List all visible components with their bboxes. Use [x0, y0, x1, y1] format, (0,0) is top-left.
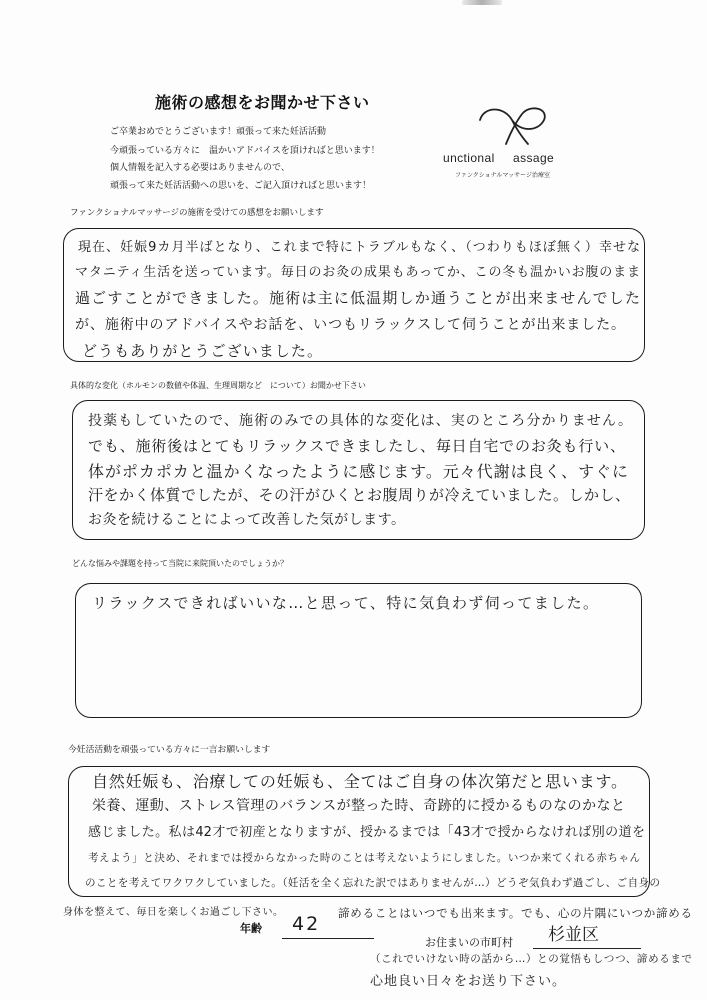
closing-line: （これでいけない時の話から…）との覚悟もしつつ、諦めるまで	[370, 953, 692, 965]
intro-line: ご卒業おめでとうございます！頑張って来た妊活活動	[110, 127, 327, 137]
answer-line: どうもありがとうございました。	[82, 342, 322, 360]
residence-label: お住まいの市町村	[425, 936, 513, 949]
scan-smudge	[462, 0, 502, 5]
intro-line: 個人情報を記入する必要はありませんので、	[110, 163, 290, 173]
infinity-loop-icon	[472, 100, 557, 148]
closing-line: 身体を整えて、毎日を楽しくお過ごし下さい。	[63, 907, 283, 918]
answer-line: でも、施術後はとてもリラックスできましたし、毎日自宅でのお灸も行い、	[88, 437, 625, 455]
answer-line: 感じました。私は42才で初産となりますが、授かるまでは「43才で授からなければ別の道を	[88, 825, 645, 840]
section-header-impression: ファンクショナルマッサージの施術を受けての感想をお願いします	[70, 208, 324, 218]
residence-underline	[533, 948, 641, 949]
answer-line: 考えよう」と決め、それまでは授からなかった時のことは考えないようにしました。いつか来てくれる赤ちゃん	[88, 852, 640, 864]
answer-line: 過ごすことができました。施術は主に低温期しか通うことが出来ませんでした	[75, 289, 640, 307]
answer-line: マタニティ生活を送っています。毎日のお灸の成果もあってか、この冬も温かいお腹のまま	[75, 265, 640, 280]
logo	[440, 98, 565, 183]
closing-line: 諦めることはいつでも出来ます。でも、心の片隅にいつか諦める	[338, 906, 692, 920]
answer-line: 自然妊娠も、治療しての妊娠も、全てはご自身の体次第だと思います。	[92, 772, 627, 791]
logo-word-unctional: unctional	[443, 151, 495, 165]
closing-line: 心地良い日々をお送り下さい。	[370, 974, 565, 989]
answer-line: のことを考えてワクワクしていました。（妊活を全く忘れた訳ではありませんが…）どうぞ気負わず過ごし、ご自身の	[85, 877, 660, 889]
answer-line: お灸を続けることによって改善した気がします。	[88, 512, 405, 528]
residence-value: 杉並区	[548, 925, 599, 945]
logo-word-assage: assage	[513, 151, 555, 165]
answer-line: 汗をかく体質でしたが、その汗がひくとお腹周りが冷えていました。しかし、	[88, 486, 630, 504]
intro-line: 頑張って来た妊活活動への思いを、ご記入頂ければと思います！	[110, 181, 372, 191]
section-header-concerns: どんな悩みや課題を持って当院に来院頂いたのでしょうか？	[72, 559, 288, 568]
age-underline	[282, 938, 374, 939]
form-title: 施術の感想をお聞かせ下さい	[155, 93, 370, 112]
age-value: 42	[292, 913, 321, 935]
answer-line: 体がポカポカと温かくなったように感じます。元々代謝は良く、すぐに	[88, 462, 628, 481]
section-header-changes: 具体的な変化（ホルモンの数値や体温、生理周期など について）お聞かせ下さい	[70, 381, 366, 390]
intro-line: 今頑張っている方々に 温かいアドバイスを頂ければと思います！	[110, 146, 380, 156]
answer-line: 栄養、運動、ストレス管理のバランスが整った時、奇跡的に授かるものなのかなと	[92, 798, 625, 814]
logo-subtitle: ファンクショナルマッサージ治療室	[455, 173, 550, 179]
answer-line: リラックスできればいいな…と思って、特に気負わず伺ってました。	[92, 594, 598, 612]
answer-line: が、施術中のアドバイスやお話を、いつもリラックスして伺うことが出来ました。	[75, 317, 625, 333]
age-label: 年齢	[240, 922, 262, 935]
answer-line: 現在、妊娠9カ月半ばとなり、これまで特にトラブルもなく、（つわりもほぼ無く）幸せな	[78, 240, 640, 255]
section-header-message: 今妊活活動を頑張っている方々に一言お願いします	[68, 745, 271, 755]
answer-line: 投薬もしていたので、施術のみでの具体的な変化は、実のところ分かりません。	[88, 413, 632, 429]
